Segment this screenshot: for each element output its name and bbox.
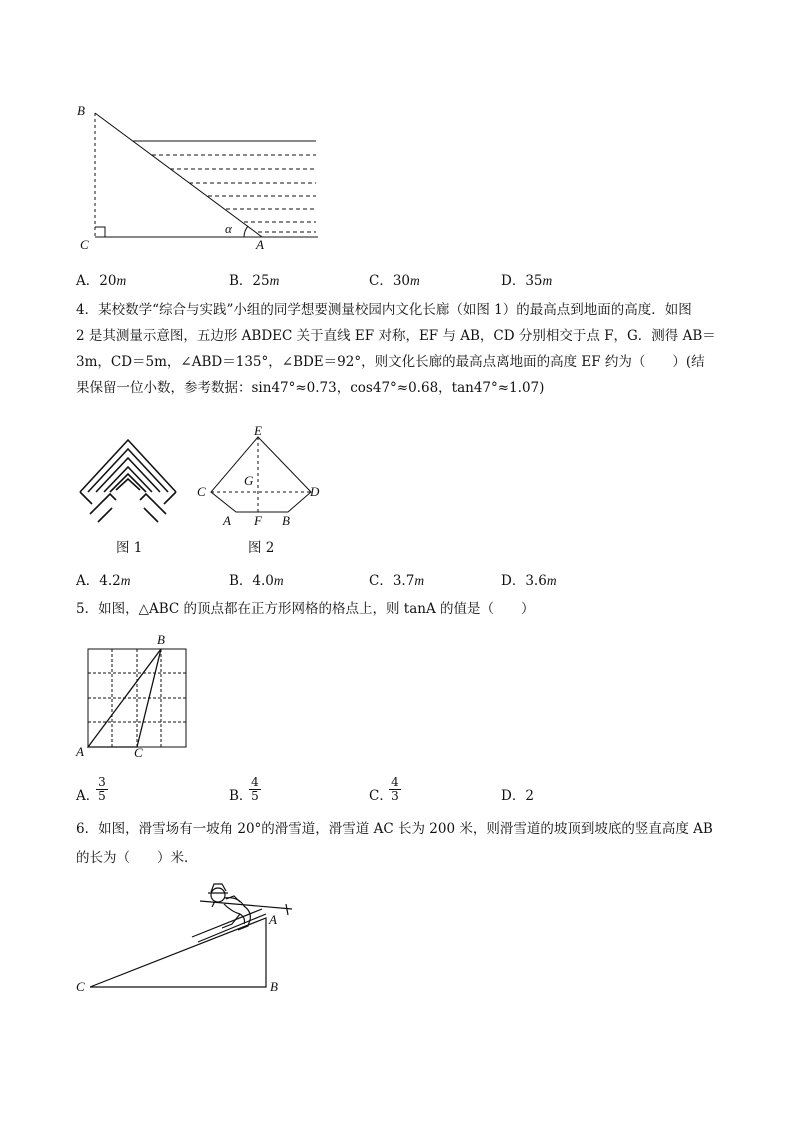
fig2-point-c: C — [197, 484, 206, 499]
fig2-point-e: E — [254, 423, 262, 438]
q5-option-d[interactable]: D．2 — [501, 788, 534, 804]
q3-option-d[interactable]: D．35m — [501, 273, 553, 289]
q3-option-c[interactable]: C．30m — [369, 273, 420, 289]
q6-point-a: A — [269, 912, 277, 927]
q5-point-b: B — [157, 632, 165, 647]
q4-line-3: 3m，CD＝5m，∠ABD＝135°，∠BDE＝92°，则文化长廊的最高点离地面的高度 EF 约为（ ）(结 — [76, 354, 705, 370]
fig2-point-f: F — [254, 513, 262, 528]
q5-option-c-fraction: $\frac{4}{3}$ — [389, 776, 401, 803]
fig2-point-d: D — [310, 484, 320, 499]
q4-option-b[interactable]: B．4.0m — [229, 573, 284, 589]
q5-point-c: C — [134, 745, 143, 760]
q4-option-d[interactable]: D．3.6m — [501, 573, 557, 589]
skier-icon — [192, 884, 292, 942]
q3-option-b[interactable]: B．25m — [229, 273, 280, 289]
q5-option-b-fraction: $\frac{4}{5}$ — [249, 776, 261, 803]
fig2-caption: 图 2 — [248, 540, 275, 556]
q5-question: 5．如图，△ABC 的顶点都在正方形网格的格点上，则 tanA 的值是（ ） — [76, 601, 535, 617]
q4-line-4: 果保留一位小数，参考数据：sin47°≈0.73，cos47°≈0.68，tan47°≈1.07) — [76, 380, 545, 396]
q5-option-b[interactable]: B． — [229, 788, 253, 804]
q3-option-a[interactable]: A．20m — [76, 273, 127, 289]
point-b-label: B — [77, 103, 85, 118]
alpha-label: α — [225, 221, 232, 236]
q6-line-2: 的长为（ ）米． — [76, 850, 198, 866]
fig2-point-g: G — [244, 473, 254, 488]
point-c-label: C — [80, 237, 89, 252]
q4-option-c[interactable]: C．3.7m — [369, 573, 425, 589]
q5-point-a: A — [76, 744, 84, 759]
fig2-point-a: A — [223, 513, 231, 528]
fig2-point-b: B — [282, 513, 290, 528]
q4-line-2: 2 是其测量示意图，五边形 ABDEC 关于直线 EF 对称，EF 与 AB，CD 分别相交于点 F，G．测得 AB＝ — [76, 328, 716, 344]
q4-option-a[interactable]: A．4.2m — [76, 573, 131, 589]
point-a-label: A — [256, 237, 264, 252]
q6-point-c: C — [76, 979, 85, 994]
q6-line-1: 6．如图，滑雪场有一坡角 20°的滑雪道，滑雪道 AC 长为 200 米，则滑雪道的坡顶到坡底的竖直高度 AB — [76, 821, 713, 837]
q5-option-a[interactable]: A． — [76, 788, 100, 804]
q5-option-c[interactable]: C． — [369, 788, 393, 804]
q6-point-b: B — [270, 979, 278, 994]
q4-line-1: 4．某校数学“综合与实践”小组的同学想要测量校园内文化长廊（如图 1）的最高点到地面的高度．如图 — [76, 302, 692, 318]
q5-option-a-fraction: $\frac{3}{5}$ — [96, 776, 108, 803]
fig1-caption: 图 1 — [116, 540, 143, 556]
